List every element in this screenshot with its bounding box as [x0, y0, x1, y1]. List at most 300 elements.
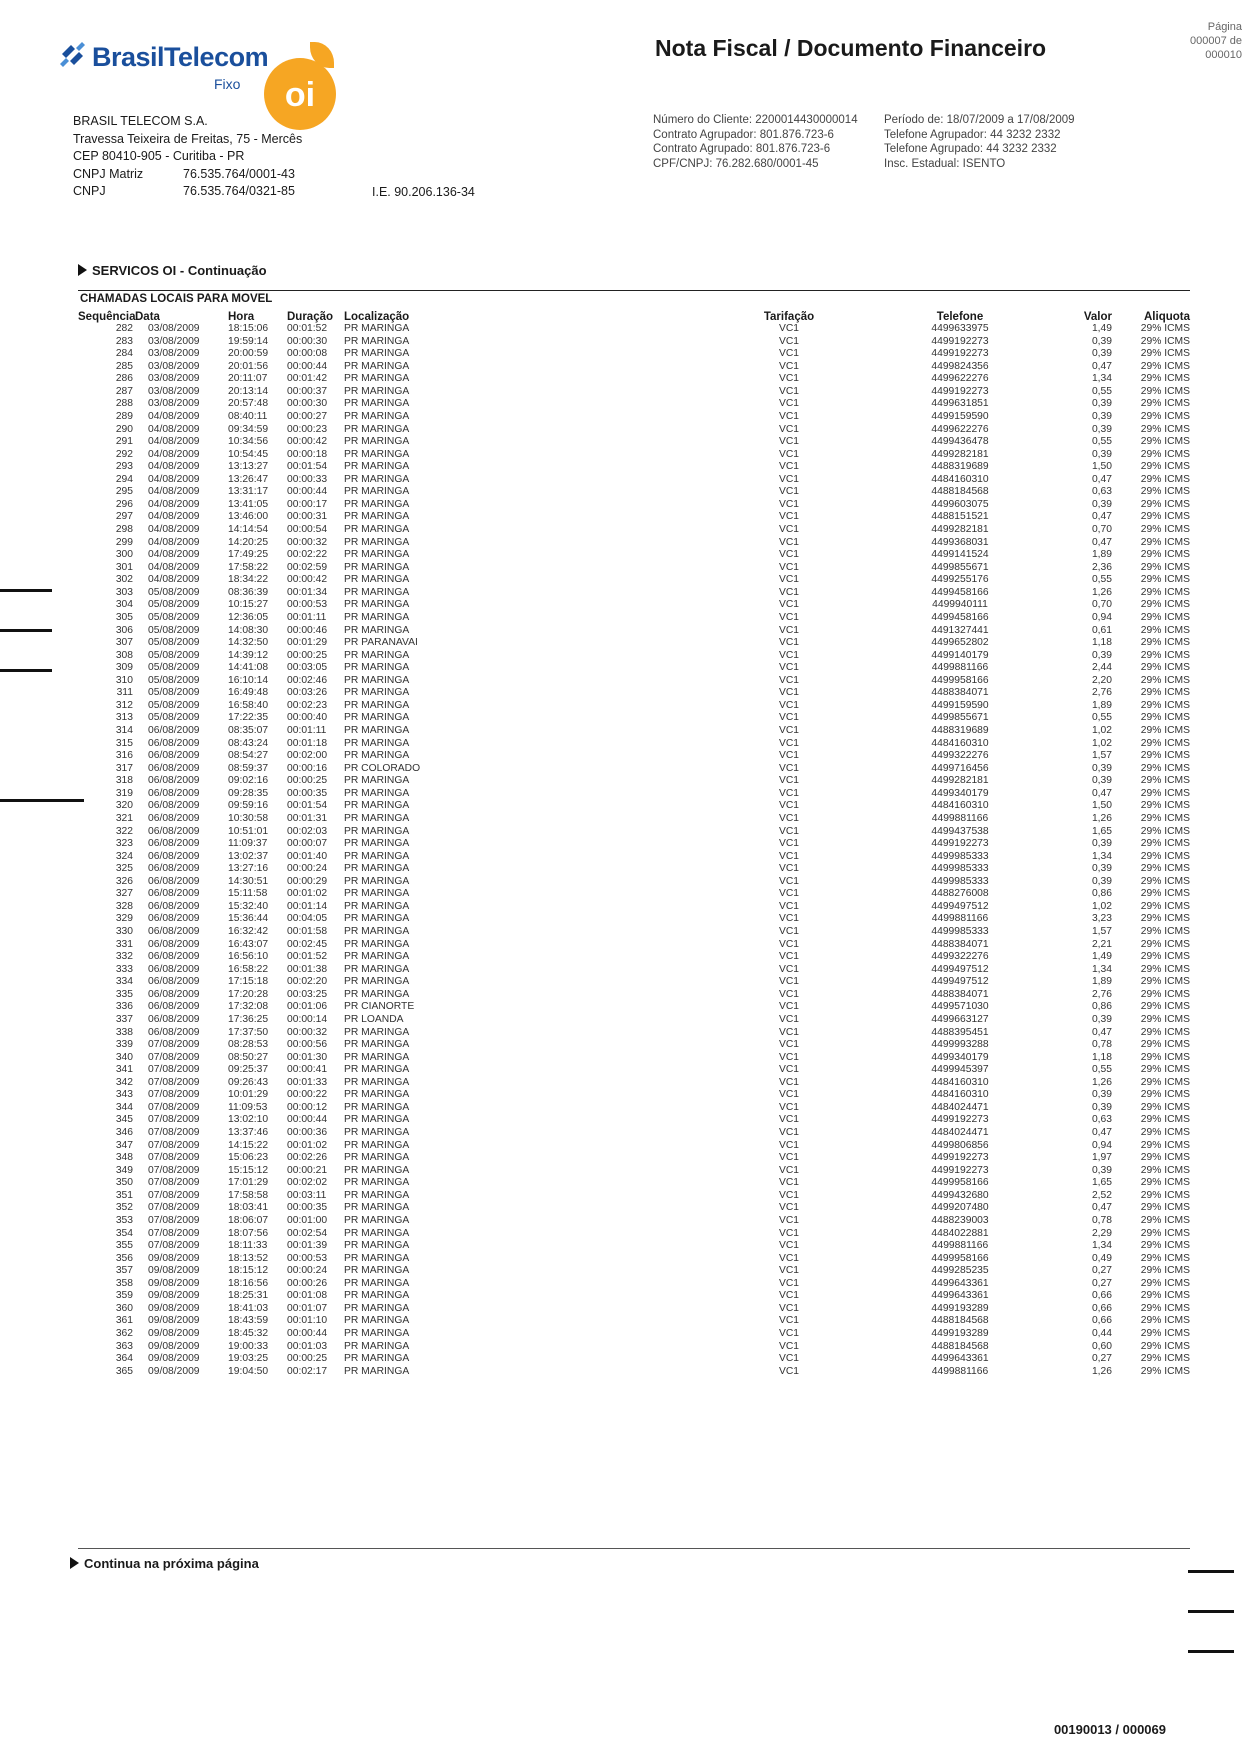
cell-data: 06/08/2009: [148, 787, 200, 799]
cell-localizacao: PR MARINGA: [344, 574, 410, 586]
cell-tarifacao: VC1: [778, 1214, 800, 1226]
cell-tarifacao: VC1: [778, 1290, 800, 1302]
cell-hora: 18:34:22: [228, 574, 269, 586]
cell-sequencia: 325: [115, 863, 133, 875]
cell-telefone: 4484160310: [931, 800, 989, 812]
cell-localizacao: PR MARINGA: [344, 360, 410, 372]
cell-tarifacao: VC1: [778, 812, 800, 824]
cell-data: 09/08/2009: [148, 1290, 200, 1302]
cell-aliquota: 29% ICMS: [1140, 938, 1190, 950]
cell-duracao: 00:00:26: [287, 1277, 328, 1289]
cell-data: 06/08/2009: [148, 838, 200, 850]
cell-aliquota: 29% ICMS: [1140, 423, 1190, 435]
cell-hora: 16:58:40: [228, 699, 269, 711]
cell-telefone: 4499192273: [931, 335, 989, 347]
cell-valor: 0,27: [1091, 1353, 1112, 1365]
cell-sequencia: 343: [115, 1089, 133, 1101]
cell-telefone: 4484024471: [931, 1101, 989, 1113]
cell-localizacao: PR MARINGA: [344, 988, 410, 1000]
cell-aliquota: 29% ICMS: [1140, 1328, 1190, 1339]
table-row: [78, 989, 1190, 1002]
cell-aliquota: 29% ICMS: [1140, 348, 1190, 360]
cell-aliquota: 29% ICMS: [1140, 410, 1190, 422]
cell-tarifacao: VC1: [778, 373, 800, 385]
cell-valor: 1,34: [1091, 1240, 1112, 1252]
cell-hora: 16:49:48: [228, 687, 269, 699]
cell-aliquota: 29% ICMS: [1140, 951, 1190, 963]
cell-duracao: 00:01:34: [287, 586, 328, 598]
cell-valor: 1,34: [1091, 373, 1112, 385]
cell-duracao: 00:01:52: [287, 323, 328, 334]
cell-tarifacao: VC1: [778, 536, 800, 548]
cell-localizacao: PR MARINGA: [344, 486, 410, 498]
cell-sequencia: 294: [115, 473, 133, 485]
table-row: [78, 1152, 1190, 1165]
cell-valor: 1,50: [1091, 461, 1112, 473]
section-title: [78, 263, 267, 278]
cell-duracao: 00:00:31: [287, 511, 328, 523]
table-row: [78, 775, 1190, 788]
cell-localizacao: PR MARINGA: [344, 1290, 410, 1302]
cell-duracao: 00:00:32: [287, 1026, 328, 1038]
cell-data: 04/08/2009: [148, 448, 200, 460]
cell-data: 06/08/2009: [148, 825, 200, 837]
cell-duracao: 00:03:25: [287, 988, 328, 1000]
cell-sequencia: 331: [115, 938, 133, 950]
cell-aliquota: 29% ICMS: [1140, 1252, 1190, 1264]
cell-duracao: 00:02:23: [287, 699, 328, 711]
cell-data: 06/08/2009: [148, 725, 200, 736]
cell-telefone: 4499985333: [931, 875, 989, 887]
cell-tarifacao: VC1: [778, 1114, 800, 1126]
table-row: [78, 348, 1190, 361]
cell-sequencia: 304: [115, 599, 133, 611]
cell-valor: 1,97: [1091, 1152, 1112, 1164]
scan-mark: [0, 589, 52, 592]
cell-data: 04/08/2009: [148, 461, 200, 473]
cell-valor: 1,89: [1091, 699, 1112, 711]
cell-localizacao: PR MARINGA: [344, 900, 410, 912]
cell-aliquota: 29% ICMS: [1140, 1290, 1190, 1302]
cell-hora: 18:06:07: [228, 1214, 269, 1226]
table-row: [78, 1014, 1190, 1027]
cell-hora: 19:00:33: [228, 1340, 269, 1352]
cell-hora: 12:36:05: [228, 611, 269, 623]
cell-valor: 1,49: [1091, 951, 1112, 963]
cell-tarifacao: VC1: [778, 486, 800, 498]
cell-valor: 0,55: [1091, 385, 1112, 397]
cell-telefone: 4488384071: [931, 687, 989, 699]
cell-sequencia: 322: [115, 825, 133, 837]
cell-valor: 0,39: [1091, 1089, 1112, 1101]
cell-data: 04/08/2009: [148, 549, 200, 561]
cell-tarifacao: VC1: [778, 1101, 800, 1113]
cell-localizacao: PR MARINGA: [344, 1026, 410, 1038]
cell-sequencia: 302: [115, 574, 133, 586]
cell-telefone: 4499603075: [931, 498, 989, 510]
table-row: [78, 1001, 1190, 1014]
cell-duracao: 00:00:35: [287, 787, 328, 799]
cell-tarifacao: VC1: [778, 699, 800, 711]
customer-info-left: [653, 113, 858, 171]
cell-duracao: 00:01:52: [287, 951, 328, 963]
table-row: [78, 926, 1190, 939]
cell-aliquota: 29% ICMS: [1140, 674, 1190, 686]
cell-duracao: 00:00:14: [287, 1013, 328, 1025]
cell-aliquota: 29% ICMS: [1140, 1365, 1190, 1377]
cell-sequencia: 358: [115, 1277, 133, 1289]
cell-tarifacao: VC1: [778, 725, 800, 736]
cell-hora: 17:49:25: [228, 549, 269, 561]
cell-duracao: 00:01:06: [287, 1001, 328, 1013]
cell-valor: 0,47: [1091, 536, 1112, 548]
cell-telefone: 4499881166: [931, 662, 989, 674]
cell-telefone: 4499322276: [931, 951, 989, 963]
cell-tarifacao: VC1: [778, 624, 800, 636]
cell-localizacao: PR MARINGA: [344, 913, 410, 925]
cell-telefone: 4499140179: [931, 649, 989, 661]
cell-localizacao: PR MARINGA: [344, 1039, 410, 1051]
brasil-telecom-mark-icon: [58, 42, 88, 70]
cell-telefone: 4499622276: [931, 423, 989, 435]
cell-valor: 0,94: [1091, 611, 1112, 623]
table-row: [78, 424, 1190, 437]
cell-duracao: 00:01:33: [287, 1076, 328, 1088]
cell-sequencia: 292: [115, 448, 133, 460]
cell-sequencia: 353: [115, 1214, 133, 1226]
cell-aliquota: 29% ICMS: [1140, 1013, 1190, 1025]
cell-sequencia: 337: [115, 1013, 133, 1025]
cell-duracao: 00:01:07: [287, 1302, 328, 1314]
cell-hora: 19:03:25: [228, 1353, 269, 1365]
cell-data: 06/08/2009: [148, 976, 200, 988]
cell-data: 06/08/2009: [148, 812, 200, 824]
cell-tarifacao: VC1: [778, 410, 800, 422]
cell-valor: 1,02: [1091, 737, 1112, 749]
cell-sequencia: 333: [115, 963, 133, 975]
cell-localizacao: PR MARINGA: [344, 549, 410, 561]
cell-hora: 14:39:12: [228, 649, 269, 661]
table-row: [78, 813, 1190, 826]
cell-localizacao: PR MARINGA: [344, 1051, 410, 1063]
table-row: [78, 1064, 1190, 1077]
company-name: BRASIL TELECOM S.A.: [73, 114, 208, 128]
cell-localizacao: PR MARINGA: [344, 461, 410, 473]
cell-hora: 08:50:27: [228, 1051, 269, 1063]
cell-tarifacao: VC1: [778, 1001, 800, 1013]
cell-tarifacao: VC1: [778, 1139, 800, 1151]
cell-duracao: 00:02:20: [287, 976, 328, 988]
cell-tarifacao: VC1: [778, 1177, 800, 1189]
cell-data: 06/08/2009: [148, 1001, 200, 1013]
table-row: [78, 637, 1190, 650]
cell-localizacao: PR MARINGA: [344, 1252, 410, 1264]
cell-data: 04/08/2009: [148, 511, 200, 523]
cell-duracao: 00:00:53: [287, 599, 328, 611]
cell-sequencia: 327: [115, 888, 133, 900]
cell-localizacao: PR MARINGA: [344, 473, 410, 485]
cell-sequencia: 309: [115, 662, 133, 674]
cell-tarifacao: VC1: [778, 524, 800, 535]
cell-telefone: 4491327441: [931, 624, 989, 636]
table-row: [78, 826, 1190, 839]
cell-tarifacao: VC1: [778, 1353, 800, 1365]
cell-sequencia: 364: [115, 1353, 133, 1365]
cell-valor: 0,63: [1091, 486, 1112, 498]
cell-tarifacao: VC1: [778, 875, 800, 887]
cell-duracao: 00:02:26: [287, 1152, 328, 1164]
cell-valor: 0,66: [1091, 1302, 1112, 1314]
cell-tarifacao: VC1: [778, 473, 800, 485]
cell-hora: 17:58:22: [228, 561, 269, 573]
cell-sequencia: 360: [115, 1302, 133, 1314]
cell-valor: 2,76: [1091, 687, 1112, 699]
cell-duracao: 00:01:11: [287, 725, 327, 736]
cell-duracao: 00:01:08: [287, 1290, 328, 1302]
cell-sequencia: 350: [115, 1177, 133, 1189]
cell-hora: 14:41:08: [228, 662, 269, 674]
cell-aliquota: 29% ICMS: [1140, 812, 1190, 824]
cell-aliquota: 29% ICMS: [1140, 875, 1190, 887]
cell-data: 09/08/2009: [148, 1340, 200, 1352]
cell-duracao: 00:00:30: [287, 335, 328, 347]
table-row: [78, 1303, 1190, 1316]
table-row: [78, 662, 1190, 675]
cell-aliquota: 29% ICMS: [1140, 448, 1190, 460]
cell-hora: 14:30:51: [228, 875, 269, 887]
cell-duracao: 00:01:40: [287, 850, 328, 862]
cell-aliquota: 29% ICMS: [1140, 599, 1190, 611]
table-row: [78, 725, 1190, 738]
cell-aliquota: 29% ICMS: [1140, 1202, 1190, 1214]
cell-sequencia: 298: [115, 524, 133, 535]
cell-tarifacao: VC1: [778, 1340, 800, 1352]
cell-sequencia: 362: [115, 1328, 133, 1339]
cell-aliquota: 29% ICMS: [1140, 1051, 1190, 1063]
cell-data: 07/08/2009: [148, 1076, 200, 1088]
cell-valor: 0,47: [1091, 1026, 1112, 1038]
cell-hora: 17:20:28: [228, 988, 269, 1000]
cell-telefone: 4499207480: [931, 1202, 989, 1214]
cell-aliquota: 29% ICMS: [1140, 737, 1190, 749]
cell-tarifacao: VC1: [778, 926, 800, 937]
cell-sequencia: 338: [115, 1026, 133, 1038]
cell-localizacao: PR MARINGA: [344, 498, 410, 510]
cell-valor: 0,27: [1091, 1277, 1112, 1289]
cell-valor: 1,89: [1091, 549, 1112, 561]
cell-telefone: 4488395451: [931, 1026, 989, 1038]
cell-valor: 0,39: [1091, 775, 1112, 787]
cell-tarifacao: VC1: [778, 951, 800, 963]
cell-valor: 0,55: [1091, 574, 1112, 586]
cell-valor: 0,60: [1091, 1340, 1112, 1352]
cell-telefone: 4499958166: [931, 674, 989, 686]
cell-aliquota: 29% ICMS: [1140, 1139, 1190, 1151]
cell-duracao: 00:04:05: [287, 913, 328, 925]
cell-sequencia: 356: [115, 1252, 133, 1264]
cell-aliquota: 29% ICMS: [1140, 637, 1190, 649]
cell-data: 06/08/2009: [148, 926, 200, 937]
cell-telefone: 4499631851: [931, 398, 989, 410]
cell-telefone: 4499940111: [932, 599, 988, 611]
table-bottom-divider: [78, 1548, 1190, 1549]
cell-telefone: 4499958166: [931, 1252, 989, 1264]
cell-duracao: 00:00:21: [287, 1164, 328, 1176]
cell-hora: 18:13:52: [228, 1252, 269, 1264]
cell-sequencia: 291: [115, 436, 133, 448]
cell-valor: 0,39: [1091, 448, 1112, 460]
cell-sequencia: 318: [115, 775, 133, 787]
cell-hora: 13:46:00: [228, 511, 269, 523]
cell-tarifacao: VC1: [778, 988, 800, 1000]
cell-hora: 14:14:54: [228, 524, 269, 535]
cell-telefone: 4488319689: [931, 461, 989, 473]
cell-sequencia: 285: [115, 360, 133, 372]
cell-tarifacao: VC1: [778, 498, 800, 510]
cell-telefone: 4499437538: [931, 825, 989, 837]
cell-tarifacao: VC1: [778, 1164, 800, 1176]
cell-hora: 18:45:32: [228, 1328, 269, 1339]
cell-valor: 0,47: [1091, 787, 1112, 799]
cell-localizacao: PR MARINGA: [344, 662, 410, 674]
cell-telefone: 4488184568: [931, 1315, 989, 1327]
cell-tarifacao: VC1: [778, 888, 800, 900]
cell-valor: 2,29: [1091, 1227, 1112, 1239]
cell-telefone: 4499985333: [931, 850, 989, 862]
cell-telefone: 4484160310: [931, 737, 989, 749]
cell-tarifacao: VC1: [778, 1189, 800, 1201]
cell-duracao: 00:00:35: [287, 1202, 328, 1214]
cell-valor: 0,63: [1091, 1114, 1112, 1126]
cell-valor: 0,39: [1091, 423, 1112, 435]
cell-data: 09/08/2009: [148, 1252, 200, 1264]
cell-hora: 20:00:59: [228, 348, 269, 360]
cell-sequencia: 315: [115, 737, 133, 749]
cell-tarifacao: VC1: [778, 1013, 800, 1025]
cell-telefone: 4499285235: [931, 1265, 989, 1277]
cell-localizacao: PR MARINGA: [344, 1177, 410, 1189]
cell-tarifacao: VC1: [778, 1302, 800, 1314]
cell-aliquota: 29% ICMS: [1140, 1127, 1190, 1138]
cell-hora: 09:02:16: [228, 775, 269, 787]
cell-telefone: 4499855671: [931, 561, 989, 573]
cell-duracao: 00:00:22: [287, 1089, 328, 1101]
cell-duracao: 00:01:30: [287, 1051, 328, 1063]
cell-data: 07/08/2009: [148, 1064, 200, 1076]
cell-duracao: 00:00:46: [287, 624, 328, 636]
cell-valor: 0,39: [1091, 335, 1112, 347]
cell-sequencia: 282: [115, 323, 133, 334]
cell-telefone: 4488319689: [931, 725, 989, 736]
table-row: [78, 1127, 1190, 1140]
cell-data: 05/08/2009: [148, 662, 200, 674]
cell-valor: 1,02: [1091, 900, 1112, 912]
cell-sequencia: 339: [115, 1039, 133, 1051]
cell-sequencia: 300: [115, 549, 133, 561]
cell-valor: 0,39: [1091, 1013, 1112, 1025]
cell-valor: 0,61: [1091, 624, 1112, 636]
telefone-agrupado: Telefone Agrupado: 44 3232 2332: [884, 143, 1057, 155]
cell-aliquota: 29% ICMS: [1140, 800, 1190, 812]
cell-hora: 17:36:25: [228, 1013, 269, 1025]
cell-aliquota: 29% ICMS: [1140, 1089, 1190, 1101]
cell-valor: 1,34: [1091, 850, 1112, 862]
cell-sequencia: 324: [115, 850, 133, 862]
cell-aliquota: 29% ICMS: [1140, 1277, 1190, 1289]
cell-aliquota: 29% ICMS: [1140, 762, 1190, 774]
col-header-sequencia: Sequência: [78, 311, 136, 323]
table-row: [78, 1177, 1190, 1190]
table-row: [78, 1240, 1190, 1253]
cell-data: 05/08/2009: [148, 637, 200, 649]
cell-aliquota: 29% ICMS: [1140, 687, 1190, 699]
cell-valor: 0,47: [1091, 1202, 1112, 1214]
cell-telefone: 4488239003: [931, 1214, 989, 1226]
cell-duracao: 00:01:54: [287, 800, 328, 812]
cell-hora: 17:01:29: [228, 1177, 269, 1189]
table-row: [78, 323, 1190, 336]
call-table-body: [78, 323, 1190, 1378]
cell-valor: 0,78: [1091, 1214, 1112, 1226]
cell-data: 09/08/2009: [148, 1365, 200, 1377]
cell-localizacao: PR MARINGA: [344, 1214, 410, 1226]
cell-sequencia: 297: [115, 511, 133, 523]
col-header-duracao: Duração: [287, 311, 334, 323]
cell-hora: 09:28:35: [228, 787, 269, 799]
cell-tarifacao: VC1: [778, 1315, 800, 1327]
cell-valor: 0,78: [1091, 1039, 1112, 1051]
cell-duracao: 00:00:32: [287, 536, 328, 548]
cell-aliquota: 29% ICMS: [1140, 335, 1190, 347]
cell-duracao: 00:00:44: [287, 360, 328, 372]
cell-aliquota: 29% ICMS: [1140, 549, 1190, 561]
table-row: [78, 1140, 1190, 1153]
cell-duracao: 00:00:27: [287, 410, 328, 422]
cell-hora: 15:06:23: [228, 1152, 269, 1164]
cell-aliquota: 29% ICMS: [1140, 825, 1190, 837]
cell-duracao: 00:00:44: [287, 1114, 328, 1126]
cell-aliquota: 29% ICMS: [1140, 900, 1190, 912]
table-row: [78, 361, 1190, 374]
cell-duracao: 00:03:26: [287, 687, 328, 699]
scan-mark: [1188, 1650, 1234, 1653]
cell-hora: 20:01:56: [228, 360, 269, 372]
cell-localizacao: PR COLORADO: [344, 762, 421, 774]
cell-tarifacao: VC1: [778, 900, 800, 912]
table-row: [78, 1102, 1190, 1115]
cell-valor: 0,39: [1091, 398, 1112, 410]
cell-localizacao: PR MARINGA: [344, 712, 410, 724]
cell-data: 06/08/2009: [148, 938, 200, 950]
cell-data: 07/08/2009: [148, 1202, 200, 1214]
cell-sequencia: 355: [115, 1240, 133, 1252]
cell-hora: 17:15:18: [228, 976, 269, 988]
cell-sequencia: 342: [115, 1076, 133, 1088]
cell-data: 07/08/2009: [148, 1051, 200, 1063]
cell-data: 05/08/2009: [148, 586, 200, 598]
cell-localizacao: PR MARINGA: [344, 335, 410, 347]
table-row: [78, 750, 1190, 763]
cell-localizacao: PR MARINGA: [344, 725, 410, 736]
cell-sequencia: 320: [115, 800, 133, 812]
cell-telefone: 4499993288: [931, 1039, 989, 1051]
cell-valor: 0,55: [1091, 712, 1112, 724]
table-row: [78, 411, 1190, 424]
cell-aliquota: 29% ICMS: [1140, 1064, 1190, 1076]
cell-sequencia: 345: [115, 1114, 133, 1126]
cell-duracao: 00:02:17: [287, 1365, 328, 1377]
cell-telefone: 4499368031: [931, 536, 989, 548]
